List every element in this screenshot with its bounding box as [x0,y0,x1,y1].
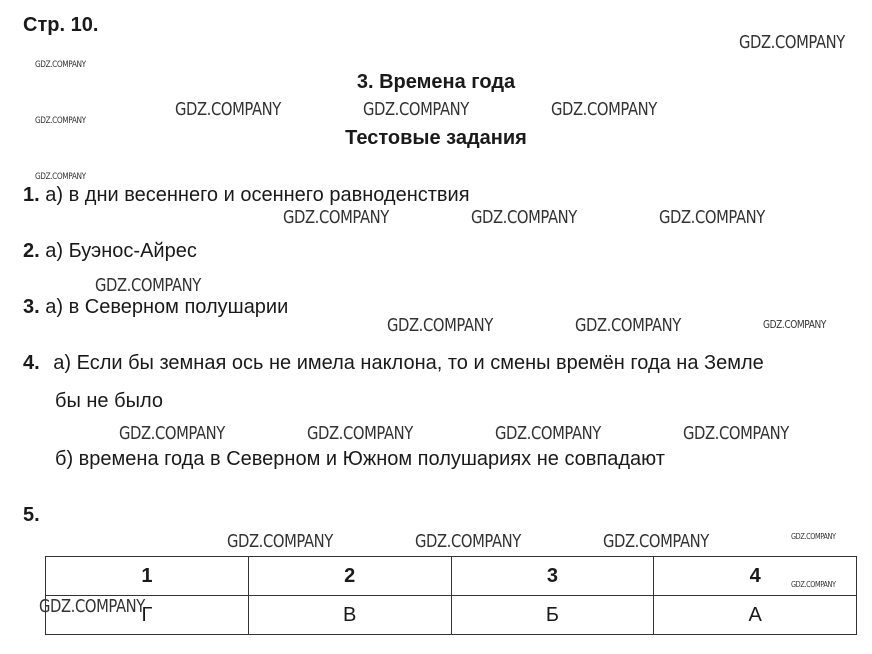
watermark: GDZ.COMPANY [791,532,836,541]
watermark: GDZ.COMPANY [495,423,601,444]
answer-table [45,556,857,635]
answer-4 [23,352,764,375]
watermark: GDZ.COMPANY [659,207,765,228]
table-cell: В [248,596,451,635]
answer-3-text: а) в Северном полушарии [45,296,289,318]
watermark: GDZ.COMPANY [39,596,145,617]
watermark: GDZ.COMPANY [415,531,521,552]
watermark: GDZ.COMPANY [283,207,389,228]
answer-2 [23,240,197,263]
watermark: GDZ.COMPANY [471,207,577,228]
watermark: GDZ.COMPANY [119,423,225,444]
watermark: GDZ.COMPANY [363,99,469,120]
answer-1-text: а) в дни весеннего и осеннего равноденствия [45,184,470,206]
watermark: GDZ.COMPANY [791,580,836,589]
watermark: GDZ.COMPANY [683,423,789,444]
subtitle: Тестовые задания [345,127,527,149]
answer-2-text: а) Буэнос-Айрес [45,240,197,262]
table-header-cell: 2 [248,557,451,596]
answer-5-number: 5. [23,504,40,526]
table-header-cell: 1 [46,557,249,596]
watermark: GDZ.COMPANY [35,116,86,126]
table-cell: А [654,596,857,635]
table-row [46,596,857,635]
answer-2-number: 2. [23,240,40,262]
watermark: GDZ.COMPANY [739,32,845,53]
watermark: GDZ.COMPANY [175,99,281,120]
answer-4-line3: б) времена года в Северном и Южном полушариях не совпадают [55,448,665,470]
table-cell: Б [451,596,654,635]
section-title: 3. Времена года [356,71,516,93]
watermark: GDZ.COMPANY [387,315,493,336]
page-number: Стр. 10. [23,14,99,36]
answer-4-line2: бы не было [55,390,163,412]
answer-5 [23,504,40,527]
watermark: GDZ.COMPANY [307,423,413,444]
watermark: GDZ.COMPANY [95,275,201,296]
answer-3-number: 3. [23,296,40,318]
watermark: GDZ.COMPANY [35,60,86,70]
answer-1-number: 1. [23,184,40,206]
table-header-row [46,557,857,596]
table-header-cell: 4 [654,557,857,596]
answer-4-number: 4. [23,352,40,374]
watermark: GDZ.COMPANY [603,531,709,552]
watermark: GDZ.COMPANY [763,318,826,331]
table-cell: Г [46,596,249,635]
answer-1 [23,184,470,207]
watermark: GDZ.COMPANY [551,99,657,120]
answer-3 [23,296,288,319]
watermark: GDZ.COMPANY [575,315,681,336]
watermark: GDZ.COMPANY [35,172,86,182]
table-header-cell: 3 [451,557,654,596]
answer-4-line1: а) Если бы земная ось не имела наклона, то и смены времён года на Земле [53,352,764,374]
watermark: GDZ.COMPANY [227,531,333,552]
